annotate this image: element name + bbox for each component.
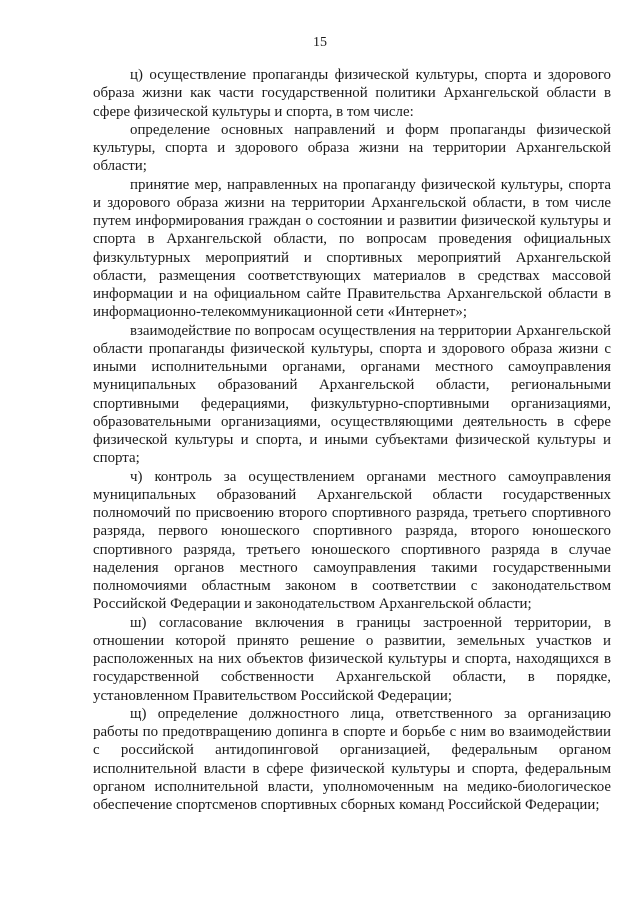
- paragraph-directions-forms: определение основных направлений и форм пропаганды физической культуры, спорта и здорового образа жизни на территории Архангельской области;: [93, 121, 611, 175]
- paragraph-ts-propaganda: ц) осуществление пропаганды физической культуры, спорта и здорового образа жизни как части государственной политики Архангельской области в сфере физической культуры и спорта, в том числе:: [93, 67, 611, 120]
- paragraph-sh-approval: ш) согласование включения в границы застроенной территории, в отношении которой принято решение о развитии, земельных участков и расположенных на них объектов физической культуры и спорта, находящихся в государственной собственности Архангельской области, в порядке, установленном Правительством Российской Федерации;: [93, 614, 611, 704]
- page-number: 15: [313, 35, 327, 50]
- document-body: [93, 66, 611, 814]
- paragraph-measures-propaganda: принятие мер, направленных на пропаганду физической культуры, спорта и здорового образа жизни на территории Архангельской области, в том числе путем информирования граждан о состоянии и развитии физической культуры и спорта в Архангельской области, по вопросам проведения официальных физкультурных мероприятий и спортивных мероприятий Архангельской области, размещения соответствующих материалов в средствах массовой информации и на официальном сайте Правительства Архангельской области в информационно-телекоммуникационной сети «Интернет»;: [93, 176, 611, 321]
- paragraph-interaction: взаимодействие по вопросам осуществления на территории Архангельской области пропаганды физической культуры, спорта и здорового образа жизни с иными исполнительными органами, органами местного самоуправления муниципальных образований Архангельской области, региональными спортивными федерациями, физкультурно-спортивными организациями, образовательными организациями, осуществляющими деятельность в сфере физической культуры и спорта, и иными субъектами физической культуры и спорта;: [93, 322, 611, 467]
- paragraph-shch-official: щ) определение должностного лица, ответственного за организацию работы по предотвращению допинга в спорте и борьбе с ним во взаимодействии с российской антидопинговой организацией, федеральным органом исполнительной власти в сфере физической культуры и спорта, федеральным органом исполнительной власти, уполномоченным на медико-биологическое обеспечение спортсменов спортивных сборных команд Российской Федерации;: [93, 705, 611, 813]
- paragraph-ch-control: ч) контроль за осуществлением органами местного самоуправления муниципальных образований Архангельской области государственных полномочий по присвоению второго спортивного разряда, третьего спортивного разряда, первого юношеского спортивного разряда, второго юношеского спортивного разряда, третьего юношеского спортивного разряда в случае наделения органов местного самоуправления такими государственными полномочиями областным законом в соответствии с законодательством Российской Федерации и законодательством Архангельской области;: [93, 468, 611, 613]
